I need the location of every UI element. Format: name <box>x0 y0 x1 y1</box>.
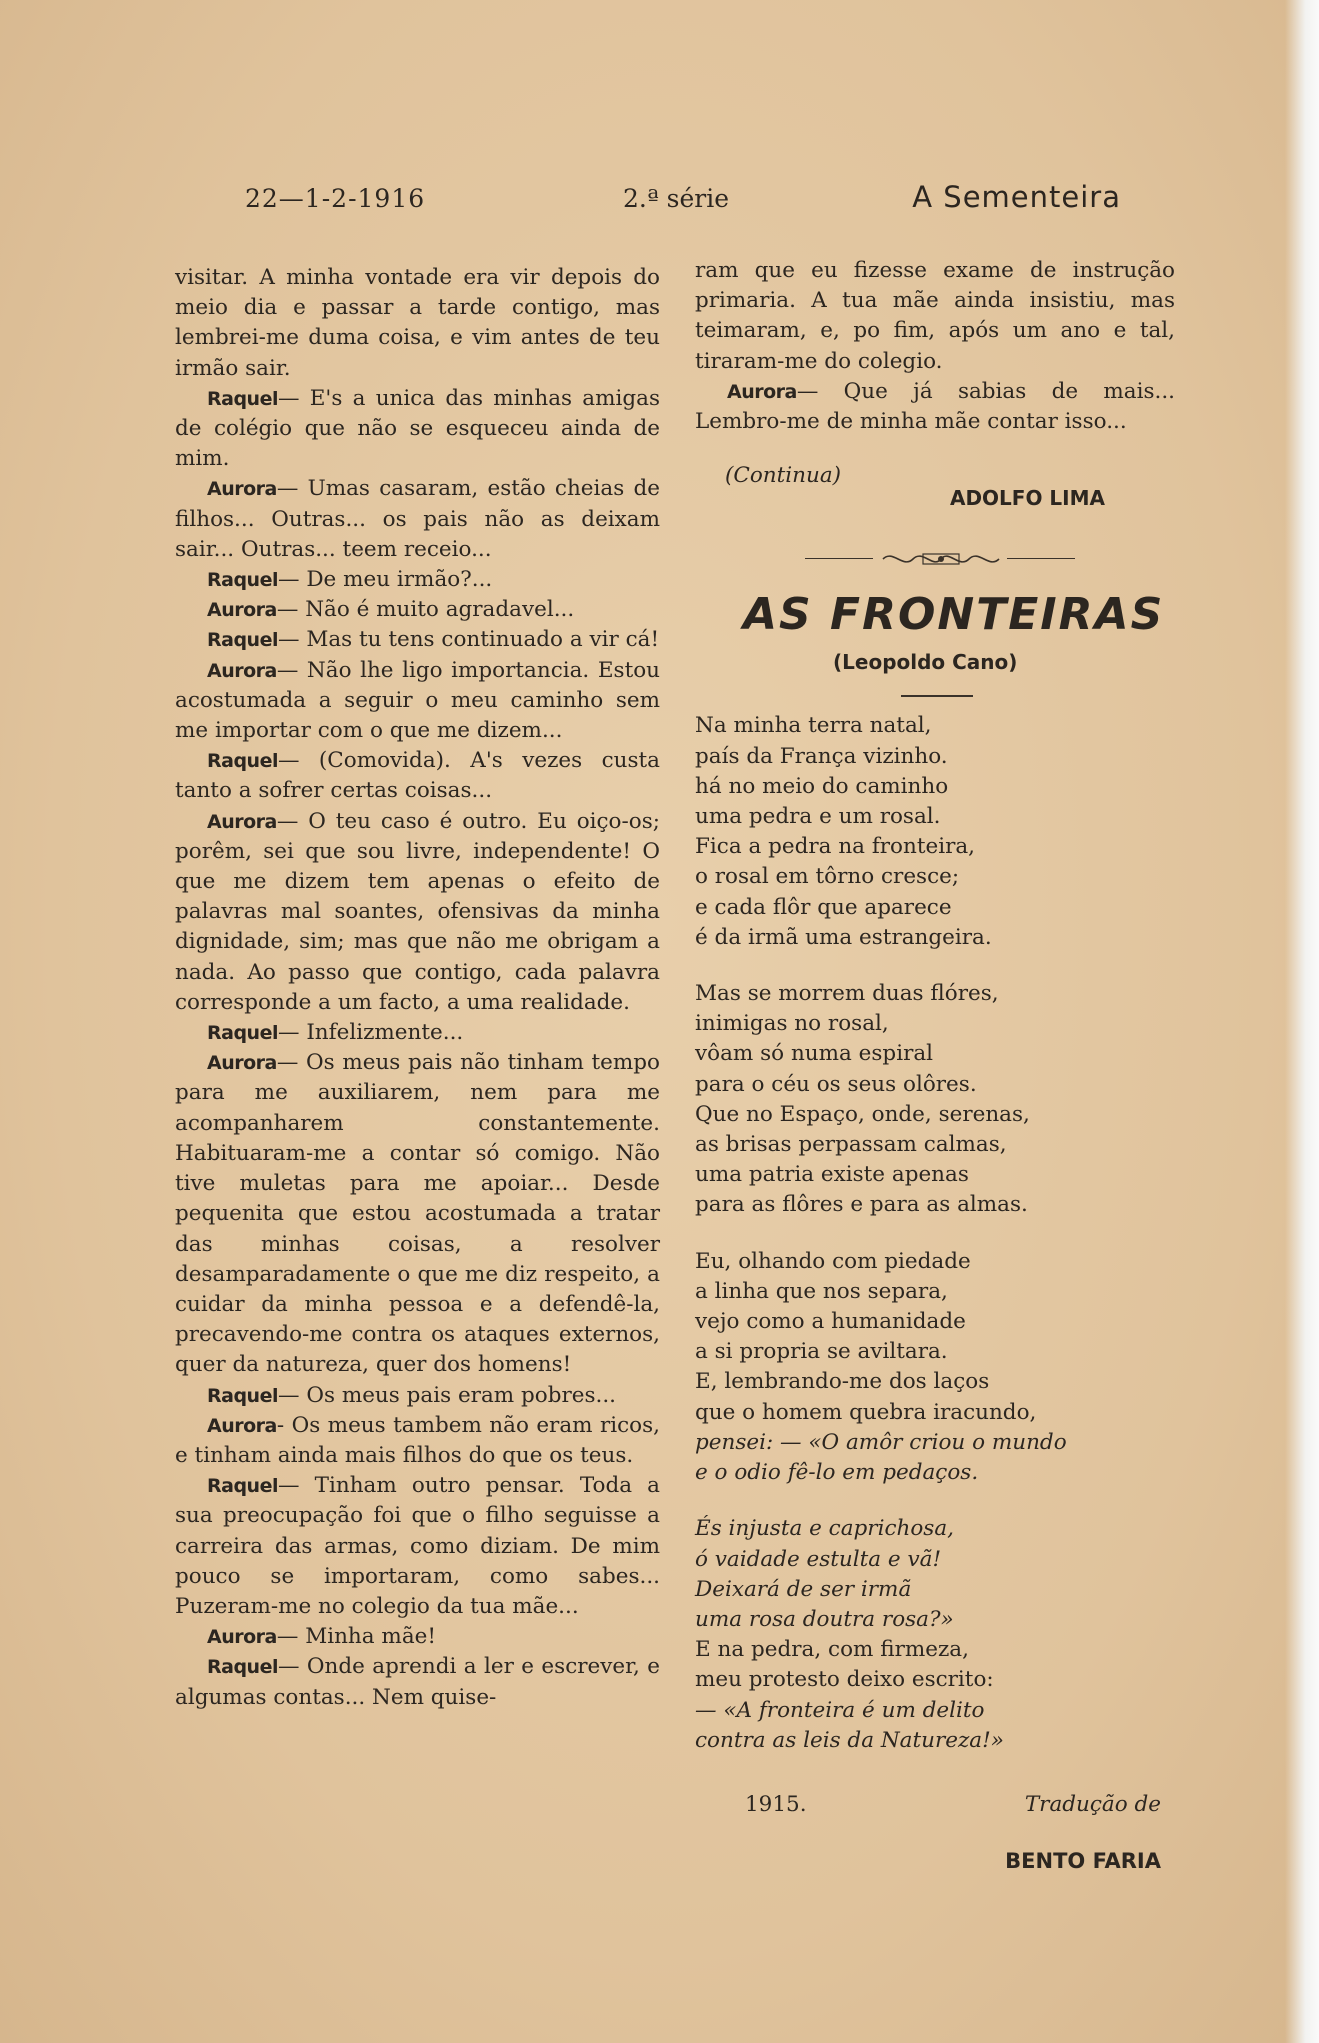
poem-verse: inimigas no rosal, <box>695 1011 889 1037</box>
article-author: ADOLFO LIMA <box>949 486 1105 511</box>
dialogue-text: — (Comovida). A's vezes custa tanto a sofrer certas coisas... <box>175 748 660 804</box>
dialogue-text: — Mas tu tens continuado a vir cá! <box>277 627 660 653</box>
dialogue-line <box>175 1018 660 1048</box>
poem-verse: Que no Espaço, onde, serenas, <box>695 1101 1030 1127</box>
speaker-name: Aurora <box>207 1414 277 1437</box>
dialogue-line <box>175 565 660 595</box>
poem-verse: o rosal em tôrno cresce; <box>695 864 960 890</box>
poem-verse: a linha que nos separa, <box>695 1278 948 1304</box>
text-paragraph <box>695 256 1175 377</box>
speaker-name: Raquel <box>207 750 278 773</box>
poem-verse: e cada flôr que aparece <box>695 894 952 920</box>
poem-verse: uma pedra e um rosal. <box>695 804 941 830</box>
issue-series: 2.ª série <box>623 184 730 213</box>
speaker-name: Raquel <box>207 1384 278 1407</box>
dialogue-text: — Não é muito agradavel... <box>276 597 575 623</box>
speaker-name: Aurora <box>207 1052 277 1075</box>
dialogue-text: — De meu irmão?... <box>277 567 493 593</box>
speaker-name: Raquel <box>207 569 278 592</box>
dialogue-line <box>175 1048 660 1380</box>
speaker-name: Raquel <box>207 1022 278 1045</box>
poem-verse: Na minha terra natal, <box>695 713 932 739</box>
poem-author: (Leopoldo Cano) <box>833 650 1018 675</box>
dialogue-text: — Tinham outro pensar. Toda a sua preocupação foi que o filho seguisse a carreira das armas, como diziam. De mim pouco se importaram, como sabes... Puzeram-me no colegio da tua mãe... <box>175 1473 660 1619</box>
poem-verse: há no meio do caminho <box>695 773 949 799</box>
dialogue-text: — Onde aprendi a ler e escrever, e algumas contas... Nem quise- <box>175 1654 660 1710</box>
dialogue-line <box>695 377 1175 437</box>
poem-verse: E na pedra, com firmeza, <box>695 1637 969 1663</box>
dialogue-line <box>175 474 660 565</box>
poem-verse: para o céu os seus olôres. <box>695 1071 977 1097</box>
poem-verse: E, lembrando-me dos laços <box>695 1369 990 1395</box>
poem-stanza <box>695 711 1175 953</box>
dialogue-text: — O teu caso é outro. Eu oiço-os; porêm, sei que sou livre, independente! O que me dizem tem apenas o efeito de palavras mal soantes, ofensivas da minha dignidade, sim; mas que não me obrigam a nada. Ao passo que contigo, cada palavra corresponde a um facto, a uma realidade. <box>175 808 660 1015</box>
poem-verse: Deixará de ser irmã <box>695 1576 912 1602</box>
dialogue-line <box>175 1622 660 1652</box>
poem-verse: Fica a pedra na fronteira, <box>695 834 976 860</box>
poem-body <box>695 711 1175 1756</box>
dialogue-text: — Infelizmente... <box>277 1020 464 1046</box>
poem-verse: a si propria se aviltara. <box>695 1339 948 1365</box>
poem-verse: Eu, olhando com piedade <box>695 1248 971 1274</box>
poem-verse: ó vaidade estulta e vã! <box>695 1546 942 1572</box>
dialogue-line <box>175 807 660 1018</box>
translator-name: BENTO FARIA <box>1005 1848 1161 1873</box>
poem-verse: para as flôres e para as almas. <box>695 1192 1028 1218</box>
poem-verse: És injusta e caprichosa, <box>695 1516 954 1542</box>
continua-row <box>695 461 1175 521</box>
speaker-name: Aurora <box>207 659 277 682</box>
dialogue-text: — Minha mãe! <box>276 1624 436 1650</box>
speaker-name: Raquel <box>207 387 278 410</box>
poem-verse: contra as leis da Natureza!» <box>695 1727 1004 1753</box>
poem-verse: meu protesto deixo escrito: <box>695 1667 994 1693</box>
dialogue-text: — Umas casaram, estão cheias de filhos... Outras... os pais não as deixam sair... Outras... teem receio... <box>175 476 660 562</box>
ornament-icon <box>879 549 1003 569</box>
dialogue-line <box>175 746 660 806</box>
poem-stanza <box>695 1514 1175 1756</box>
speaker-name: Raquel <box>207 1475 278 1498</box>
poem-title: AS FRONTEIRAS <box>743 589 1165 641</box>
poem-verse: vejo como a humanidade <box>695 1309 966 1335</box>
poem-footer <box>695 1790 1175 1880</box>
newspaper-name: A Sementeira <box>912 180 1121 214</box>
dialogue-continuation <box>695 256 1175 437</box>
dialogue-text: ram que eu fizesse exame de instrução primaria. A tua mãe ainda insistiu, mas teimaram, e, po fim, após um ano e tal, tiraram-me do colegio. <box>695 258 1175 374</box>
poem-year: 1915. <box>745 1791 807 1817</box>
dialogue-line <box>175 595 660 625</box>
poem-verse: vôam só numa espiral <box>695 1041 934 1067</box>
page-edge <box>1285 0 1319 2043</box>
dialogue-text: — Os meus pais não tinham tempo para me auxiliarem, nem para me acompanharem constantemente. Habituaram-me a contar só comigo. Não tive muletas para me apoiar... Desde pequenita que estou acostumada a tratar das minhas coisas, a resolver desamparadamente o que me diz respeito, a cuidar da minha pessoa e a defendê-la, precavendo-me contra os ataques externos, quer da natureza, quer dos homens! <box>175 1050 660 1378</box>
poem-verse: país da França vizinho. <box>695 743 948 769</box>
poem-verse: que o homem quebra iracundo, <box>695 1399 1037 1425</box>
dialogue-text: visitar. A minha vontade era vir depois do meio dia e passar a tarde contigo, mas lembrei-me duma coisa, e vim antes de teu irmão sair. <box>175 265 660 381</box>
speaker-name: Aurora <box>207 478 277 501</box>
poem-verse: — «A fronteira é um delito <box>695 1697 985 1723</box>
dialogue-text: — Que já sabias de mais... Lembro-me de minha mãe contar isso... <box>695 378 1175 435</box>
continua-note: (Continua) <box>725 463 842 489</box>
dialogue-text: — E's a unica das minhas amigas de colégio que não se esqueceu ainda de mim. <box>175 385 660 472</box>
speaker-name: Aurora <box>207 1626 277 1649</box>
dialogue-line <box>175 384 660 475</box>
poem-verse: pensei: — «O amôr criou o mundo <box>695 1429 1067 1455</box>
ornament-divider <box>805 547 1075 571</box>
poem-stanza <box>695 1247 1175 1489</box>
speaker-name: Aurora <box>207 599 277 622</box>
dialogue-line <box>175 1381 660 1411</box>
dialogue-line <box>175 625 660 655</box>
poem-verse: é da irmã uma estrangeira. <box>695 924 992 950</box>
speaker-name: Aurora <box>727 380 797 403</box>
poem-verse: uma rosa doutra rosa?» <box>695 1606 954 1632</box>
left-column <box>175 263 660 1713</box>
poem-verse: Mas se morrem duas flóres, <box>695 981 999 1007</box>
speaker-name: Raquel <box>207 629 278 652</box>
translation-credit: Tradução de <box>1024 1791 1161 1817</box>
poem-verse: e o odio fê-lo em pedaços. <box>695 1460 979 1486</box>
dialogue-text: - Os meus tambem não eram ricos, e tinham ainda mais filhos do que os teus. <box>175 1412 660 1468</box>
poem-verse: as brisas perpassam calmas, <box>695 1132 1007 1158</box>
poem-stanza <box>695 979 1175 1221</box>
dialogue-text: — Os meus pais eram pobres... <box>277 1382 617 1408</box>
speaker-name: Aurora <box>207 810 277 833</box>
dialogue-text: — Não lhe ligo importancia. Estou acostumada a seguir o meu caminho sem me importar com o que me dizem... <box>175 657 660 744</box>
poem-verse: uma patria existe apenas <box>695 1162 969 1188</box>
text-paragraph <box>175 263 660 384</box>
rule-divider <box>901 695 973 697</box>
page-header <box>245 180 1125 224</box>
right-column <box>695 256 1175 1880</box>
dialogue-line <box>175 1652 660 1712</box>
issue-date: 22—1-2-1916 <box>245 184 426 213</box>
speaker-name: Raquel <box>207 1656 278 1679</box>
dialogue-line <box>175 656 660 747</box>
dialogue-line <box>175 1411 660 1471</box>
dialogue-line <box>175 1471 660 1622</box>
